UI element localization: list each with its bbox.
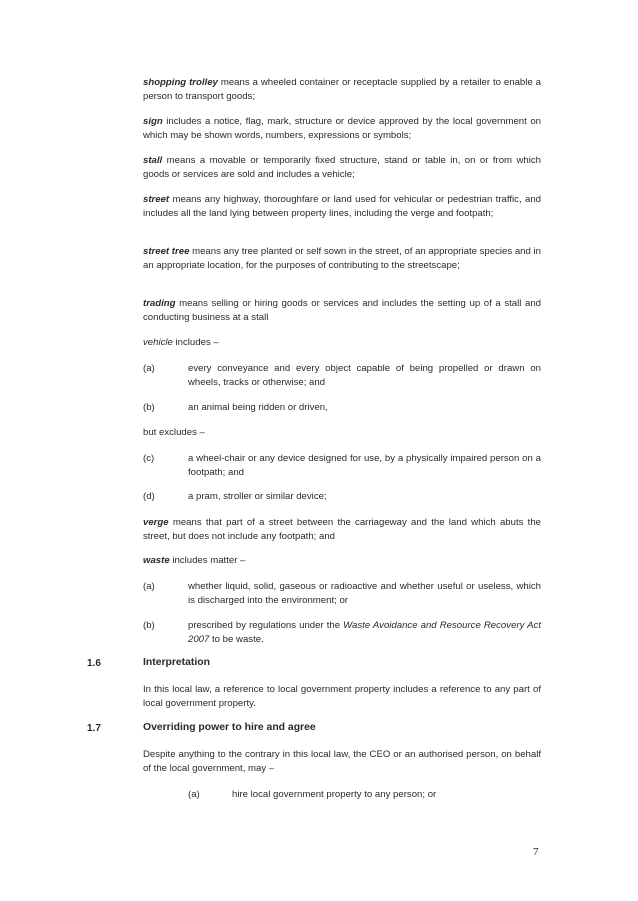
definition-sign	[143, 115, 541, 144]
item-label: (b)	[143, 620, 155, 631]
definition-street-tree	[143, 245, 541, 274]
item-label: (a)	[143, 581, 155, 592]
item-text-after: to be waste.	[209, 634, 264, 646]
section-text: In this local law, a reference to local government property includes a reference to any part of local government property.	[143, 684, 541, 710]
item-text-before: prescribed by regulations under the	[188, 620, 344, 631]
item-text	[188, 619, 541, 648]
defined-term: verge	[143, 517, 169, 528]
defined-term: shopping trolley	[143, 77, 218, 88]
definition-trading	[143, 297, 541, 326]
page-number: 7	[533, 846, 539, 858]
section-title: Overriding power to hire and agree	[143, 722, 316, 733]
but-excludes-text: but excludes –	[143, 427, 205, 438]
item-text: hire local government property to any person; or	[232, 789, 437, 800]
definition-stall	[143, 154, 541, 183]
act-title: Waste Avoidance and Resource Recovery Act 2007	[188, 620, 541, 646]
item-label: (a)	[188, 789, 200, 800]
item-label: (d)	[143, 491, 155, 502]
definition-text: means any highway, thoroughfare or land used for vehicular or pedestrian traffic, and includes all the land lying between property lines, including the verge and footpath;	[143, 194, 541, 220]
item-text: an animal being ridden or driven,	[188, 402, 328, 413]
section-number: 1.7	[87, 723, 101, 734]
definition-vehicle	[143, 336, 541, 350]
definition-text: means selling or hiring goods or services and includes the setting up of a stall and conducting business at a stall	[143, 298, 541, 324]
definition-shopping-trolley	[143, 76, 541, 105]
definition-text: includes a notice, flag, mark, structure or device approved by the local government on which may be shown words, numbers, expressions or symbols;	[143, 116, 541, 142]
definition-text: means a movable or temporarily fixed structure, stand or table in, on or from which goods or services are sold and includes a vehicle;	[143, 155, 541, 181]
definition-text: means that part of a street between the carriageway and the land which abuts the street, but does not include any footpath; and	[143, 517, 541, 543]
defined-term: stall	[143, 155, 163, 166]
definition-text: includes –	[172, 337, 219, 348]
definition-text: means a wheeled container or receptacle supplied by a retailer to enable a person to transport goods;	[143, 77, 541, 103]
section-text: Despite anything to the contrary in this local law, the CEO or an authorised person, on behalf of the local government, may –	[143, 749, 541, 775]
defined-term: trading	[143, 298, 176, 309]
item-text: every conveyance and every object capable of being propelled or drawn on wheels, tracks or otherwise; and	[188, 363, 541, 389]
item-text: a pram, stroller or similar device;	[188, 491, 327, 502]
item-label: (b)	[143, 402, 155, 413]
item-label: (a)	[143, 363, 155, 374]
defined-term: vehicle	[143, 337, 173, 348]
definition-waste	[143, 554, 541, 568]
item-label: (c)	[143, 453, 155, 464]
defined-term: sign	[143, 116, 163, 127]
defined-term: waste	[143, 555, 170, 566]
defined-term: street	[143, 194, 170, 205]
definition-text: means any tree planted or self sown in the street, of an appropriate species and in an appropriate location, for the purposes of contributing to the streetscape;	[143, 246, 541, 272]
definition-street	[143, 193, 541, 222]
item-text: whether liquid, solid, gaseous or radioactive and whether useful or useless, which is discharged into the environment; or	[188, 581, 541, 607]
section-number: 1.6	[87, 658, 101, 669]
definition-verge	[143, 516, 541, 545]
definition-text: includes matter –	[169, 555, 246, 566]
defined-term: street tree	[143, 246, 190, 257]
item-text: a wheel-chair or any device designed for use, by a physically impaired person on a footpath; and	[188, 453, 541, 479]
section-title: Interpretation	[143, 657, 210, 668]
